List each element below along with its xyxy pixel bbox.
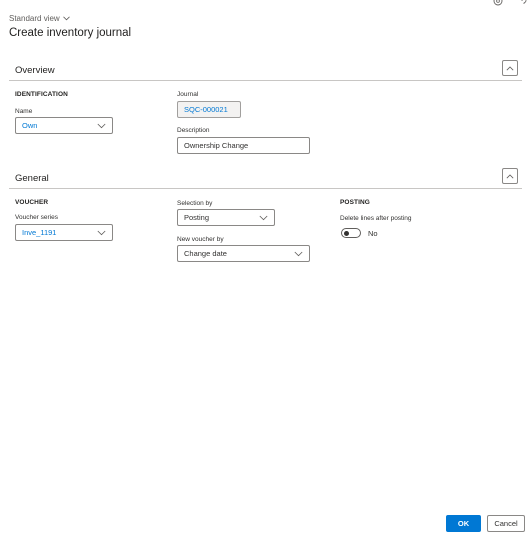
chevron-up-icon — [506, 66, 514, 71]
new-voucher-label: New voucher by — [177, 236, 224, 243]
journal-field — [177, 101, 241, 118]
chevron-up-icon — [506, 174, 514, 179]
view-selector[interactable] — [9, 14, 70, 23]
selection-by-value: Posting — [184, 213, 210, 222]
voucher-series-label: Voucher series — [15, 214, 58, 221]
page-title: Create inventory journal — [9, 27, 132, 39]
settings-icon[interactable] — [493, 0, 503, 8]
voucher-series-dropdown[interactable] — [15, 224, 113, 241]
journal-label: Journal — [177, 91, 199, 98]
posting-group-title: POSTING — [340, 199, 370, 206]
cancel-button[interactable]: Cancel — [487, 515, 525, 532]
selection-by-dropdown[interactable] — [177, 209, 275, 226]
name-value: Own — [22, 121, 38, 130]
view-selector-label: Standard view — [9, 14, 60, 23]
identification-group-title: IDENTIFICATION — [15, 91, 68, 98]
name-dropdown[interactable] — [15, 117, 113, 134]
new-voucher-dropdown[interactable] — [177, 245, 310, 262]
description-label: Description — [177, 127, 210, 134]
chevron-down-icon — [259, 215, 268, 221]
chevron-down-icon — [97, 230, 106, 236]
delete-lines-toggle[interactable] — [341, 228, 361, 238]
selection-by-label: Selection by — [177, 200, 213, 207]
chevron-down-icon — [97, 123, 106, 129]
top-toolbar — [493, 0, 527, 8]
delete-lines-toggle-row — [341, 228, 378, 238]
general-collapse-button[interactable] — [502, 168, 518, 184]
delete-lines-label: Delete lines after posting — [340, 215, 412, 222]
voucher-group-title: VOUCHER — [15, 199, 49, 206]
delete-lines-value: No — [368, 228, 378, 238]
overview-section-title: Overview — [15, 65, 55, 76]
general-section-title: General — [15, 173, 49, 184]
chevron-down-icon — [294, 251, 303, 257]
journal-value: SQC-000021 — [184, 105, 228, 114]
description-field[interactable] — [177, 137, 310, 154]
help-icon[interactable] — [521, 0, 527, 8]
toggle-knob — [344, 231, 349, 236]
overview-collapse-button[interactable] — [502, 60, 518, 76]
new-voucher-value: Change date — [184, 249, 227, 258]
general-section-header[interactable] — [9, 170, 522, 189]
name-label: Name — [15, 108, 33, 115]
ok-button[interactable]: OK — [446, 515, 481, 532]
description-value: Ownership Change — [184, 141, 249, 150]
chevron-down-icon — [63, 16, 70, 21]
voucher-series-value: Inve_1191 — [22, 228, 57, 237]
overview-section-header[interactable] — [9, 62, 522, 81]
